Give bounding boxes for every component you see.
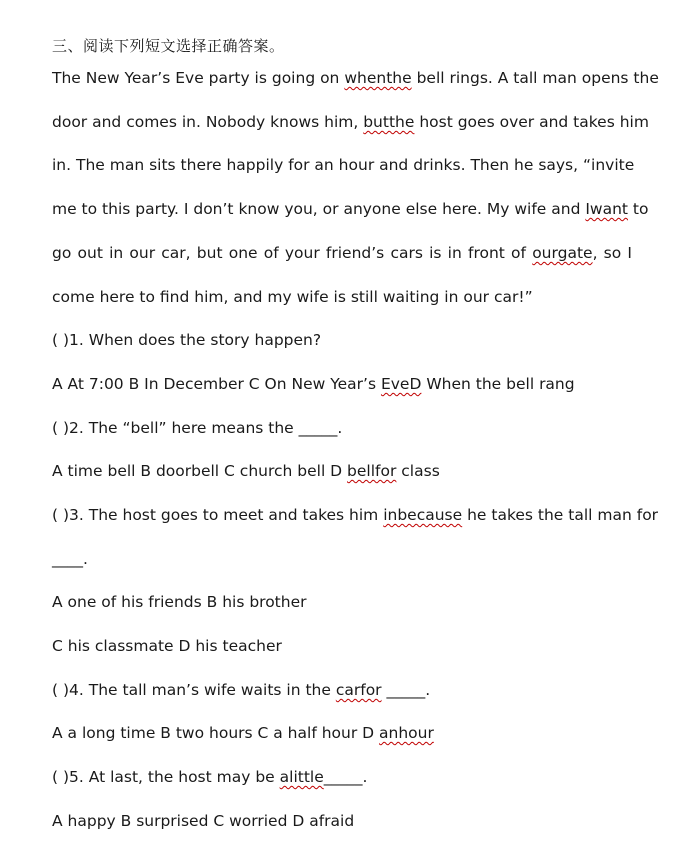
spellcheck-word[interactable]: inbecause [383, 506, 463, 524]
question-text: . [337, 419, 343, 437]
option-text: A time bell B doorbell C church bell D [52, 462, 348, 480]
passage-line-3: in. The man sits there happily for an hour and drinks. Then he says, “invite [52, 156, 635, 174]
question-5-options: A happy B surprised C worried D afraid [52, 812, 355, 830]
passage-line-5 [52, 243, 632, 263]
question-3-stem [52, 505, 659, 525]
question-4-stem [52, 680, 430, 700]
spellcheck-word[interactable]: whenthe [344, 69, 412, 87]
question-text: ( )5. At last, the host may be [52, 768, 280, 786]
section-heading: 三、阅读下列短文选择正确答案。 [52, 37, 285, 55]
answer-blank: _____ [323, 768, 363, 786]
passage-text: to [628, 200, 649, 218]
spellcheck-word[interactable]: ourgate [532, 244, 593, 262]
question-text: . [362, 768, 368, 786]
question-text: ( )2. The “bell” here means the [52, 419, 299, 437]
question-text: ( )4. The tall man’s wife waits in the [52, 681, 336, 699]
question-1-options [52, 374, 575, 394]
passage-line-6: come here to find him, and my wife is still waiting in our car!” [52, 288, 533, 306]
spellcheck-word[interactable]: carfor [335, 681, 382, 699]
question-3-options-2: C his classmate D his teacher [52, 637, 282, 655]
option-text: A a long time B two hours C a half hour D [52, 724, 379, 742]
question-text: . [83, 550, 88, 568]
question-2-stem [52, 418, 342, 438]
passage-text: host goes over and takes him [414, 113, 649, 131]
answer-blank: ____ [52, 550, 83, 568]
passage-line-1 [52, 68, 659, 88]
question-5-stem [52, 767, 367, 787]
spellcheck-word[interactable]: butthe [363, 113, 415, 131]
question-text: he takes the tall man for [462, 506, 659, 524]
spellcheck-word[interactable]: alittle [279, 768, 324, 786]
question-3-stem-continued [52, 549, 88, 569]
question-text: . [425, 681, 431, 699]
spellcheck-word[interactable]: anhour [379, 724, 434, 742]
option-text: When the bell rang [421, 375, 575, 393]
answer-blank: _____ [298, 419, 338, 437]
passage-text: The New Year’s Eve party is going on [52, 69, 345, 87]
question-text: ( )3. The host goes to meet and takes him [52, 506, 384, 524]
passage-text: door and comes in. Nobody knows him, [52, 113, 364, 131]
option-text: A At 7:00 B In December C On New Year’s [52, 375, 381, 393]
spellcheck-word[interactable]: bellfor [347, 462, 397, 480]
spellcheck-word[interactable]: EveD [380, 375, 422, 393]
question-4-options [52, 723, 434, 743]
passage-text: go out in our car, but one of your friend’s cars is in front of [52, 244, 533, 262]
passage-text: , so I [592, 244, 632, 262]
passage-line-4 [52, 199, 649, 219]
option-text: class [396, 462, 440, 480]
passage-text: me to this party. I don’t know you, or anyone else here. My wife and [52, 200, 586, 218]
question-2-options [52, 461, 440, 481]
passage-text: bell rings. A tall man opens the [411, 69, 659, 87]
question-3-options-1: A one of his friends B his brother [52, 593, 307, 611]
spellcheck-word[interactable]: Iwant [585, 200, 628, 218]
passage-line-2 [52, 112, 649, 132]
question-1-stem: ( )1. When does the story happen? [52, 331, 322, 349]
answer-blank: _____ [381, 681, 426, 699]
